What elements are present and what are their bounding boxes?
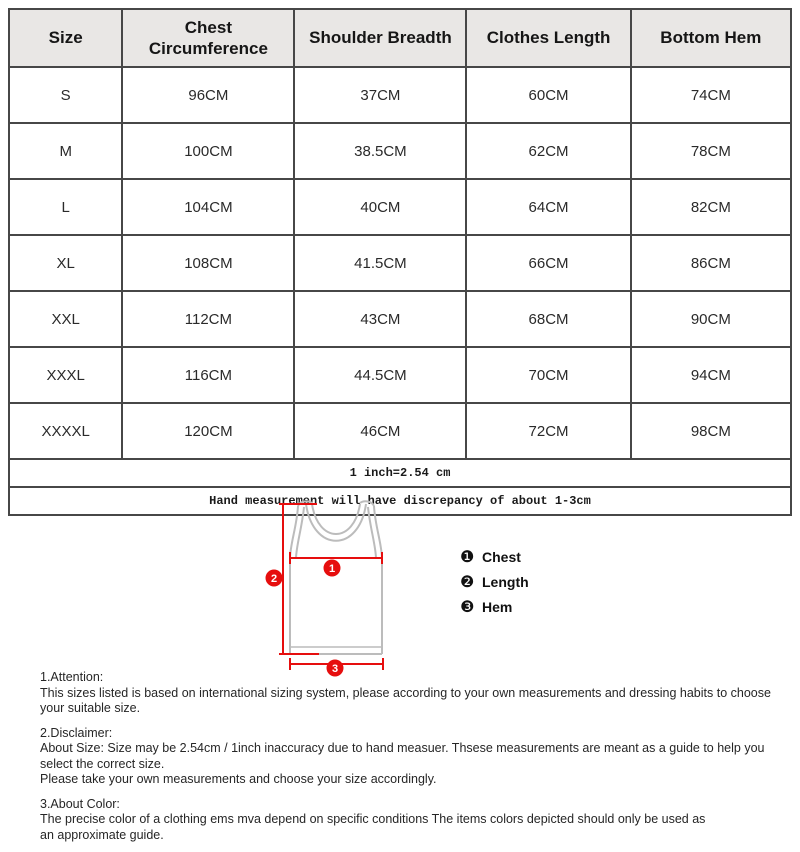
table-row bbox=[9, 291, 791, 347]
table-cell: 120CM bbox=[122, 403, 294, 459]
table-cell: L bbox=[9, 179, 122, 235]
table-cell: M bbox=[9, 123, 122, 179]
table-row bbox=[9, 235, 791, 291]
disclaimer-text-line1: About Size: Size may be 2.54cm / 1inch inaccuracy due to hand measuer. Thsese measurements are meant as a guide to help you select the correct size. bbox=[40, 741, 765, 771]
table-cell: XXL bbox=[9, 291, 122, 347]
table-cell: 78CM bbox=[631, 123, 791, 179]
col-header-shoulder-breadth: Shoulder Breadth bbox=[294, 9, 466, 67]
table-cell: XXXL bbox=[9, 347, 122, 403]
table-cell: 74CM bbox=[631, 67, 791, 123]
table-row bbox=[9, 179, 791, 235]
col-header-chest-circumference: Chest Circumference bbox=[122, 9, 294, 67]
legend-label: Hem bbox=[482, 598, 513, 615]
table-cell: 98CM bbox=[631, 403, 791, 459]
legend-bullet-icon: ❷ bbox=[460, 572, 475, 591]
table-cell: 94CM bbox=[631, 347, 791, 403]
attention-heading: 1.Attention: bbox=[40, 670, 104, 684]
table-cell: 43CM bbox=[294, 291, 466, 347]
table-cell: 90CM bbox=[631, 291, 791, 347]
legend-bullet-icon: ❸ bbox=[460, 597, 475, 616]
marker-chest bbox=[324, 560, 341, 577]
table-cell: 44.5CM bbox=[294, 347, 466, 403]
legend-label: Length bbox=[482, 573, 529, 590]
diagram-legend bbox=[460, 544, 529, 619]
table-row bbox=[9, 459, 791, 487]
table-cell: 100CM bbox=[122, 123, 294, 179]
table-cell: 38.5CM bbox=[294, 123, 466, 179]
marker-chest-number: 1 bbox=[328, 563, 336, 575]
table-cell: 70CM bbox=[466, 347, 630, 403]
table-row bbox=[9, 67, 791, 123]
size-table-body bbox=[9, 67, 791, 459]
table-cell: 40CM bbox=[294, 179, 466, 235]
disclaimer-section bbox=[40, 726, 784, 788]
marker-hem-number: 3 bbox=[331, 663, 339, 675]
legend-label: Chest bbox=[482, 548, 521, 565]
attention-text: This sizes listed is based on international sizing system, please according to your own measurements and dressing habits to choose your suitable size. bbox=[40, 685, 771, 715]
table-header-row bbox=[9, 9, 791, 67]
disclaimer-text-line2: Please take your own measurements and choose your size accordingly. bbox=[40, 772, 437, 786]
table-cell: 66CM bbox=[466, 235, 630, 291]
table-row bbox=[9, 403, 791, 459]
attention-section bbox=[40, 670, 784, 717]
tank-top-outline bbox=[290, 501, 382, 654]
about-color-section bbox=[40, 797, 784, 844]
col-header-size: Size bbox=[9, 9, 122, 67]
marker-length-number: 2 bbox=[270, 573, 278, 585]
table-cell: 64CM bbox=[466, 179, 630, 235]
table-cell: XL bbox=[9, 235, 122, 291]
table-cell: 108CM bbox=[122, 235, 294, 291]
table-cell: 68CM bbox=[466, 291, 630, 347]
measurement-diagram bbox=[0, 498, 800, 675]
table-cell: 46CM bbox=[294, 403, 466, 459]
table-cell: 96CM bbox=[122, 67, 294, 123]
col-header-clothes-length: Clothes Length bbox=[466, 9, 630, 67]
table-cell: 116CM bbox=[122, 347, 294, 403]
table-cell: 72CM bbox=[466, 403, 630, 459]
legend-item bbox=[460, 569, 529, 594]
table-cell: 62CM bbox=[466, 123, 630, 179]
disclaimer-heading: 2.Disclaimer: bbox=[40, 725, 113, 740]
note-hand-measurement: Hand measurement will have discrepancy of about 1-3cm bbox=[9, 487, 791, 515]
about-color-text-line1: The precise color of a clothing ems mva depend on specific conditions The items colors depicted should only be used as bbox=[40, 812, 706, 826]
marker-length bbox=[266, 570, 283, 587]
table-cell: 86CM bbox=[631, 235, 791, 291]
note-inch-conversion: 1 inch=2.54 cm bbox=[9, 459, 791, 487]
table-row bbox=[9, 347, 791, 403]
legend-item bbox=[460, 544, 529, 569]
col-header-bottom-hem: Bottom Hem bbox=[631, 9, 791, 67]
tank-top-diagram-image bbox=[240, 498, 460, 678]
table-cell: 37CM bbox=[294, 67, 466, 123]
table-cell: 41.5CM bbox=[294, 235, 466, 291]
legend-item bbox=[460, 594, 529, 619]
table-cell: 82CM bbox=[631, 179, 791, 235]
table-cell: S bbox=[9, 67, 122, 123]
about-color-heading: 3.About Color: bbox=[40, 796, 120, 811]
footnotes bbox=[40, 670, 784, 852]
table-cell: XXXXL bbox=[9, 403, 122, 459]
table-cell: 112CM bbox=[122, 291, 294, 347]
size-table bbox=[8, 8, 792, 516]
table-row bbox=[9, 123, 791, 179]
legend-bullet-icon: ❶ bbox=[460, 547, 475, 566]
table-cell: 60CM bbox=[466, 67, 630, 123]
about-color-text-line2: an approximate guide. bbox=[40, 827, 164, 842]
table-cell: 104CM bbox=[122, 179, 294, 235]
